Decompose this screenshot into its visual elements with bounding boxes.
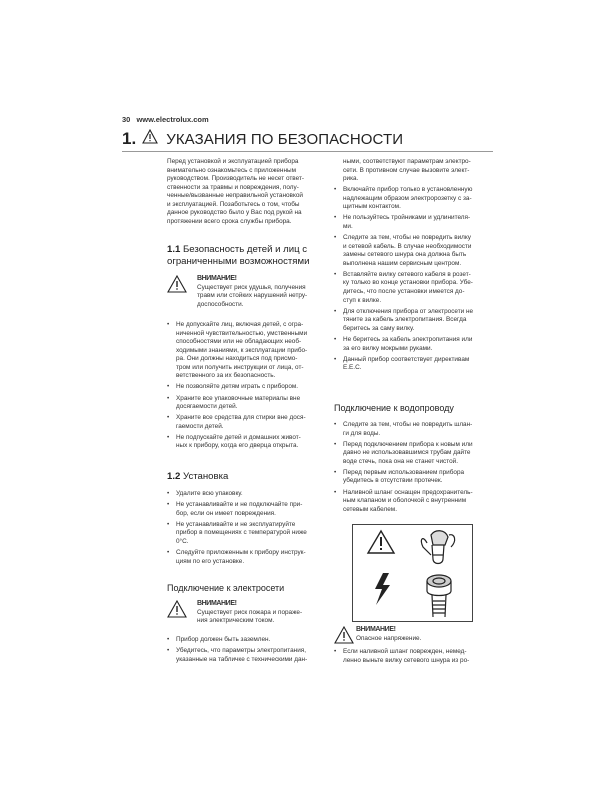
warning-label: ВНИМАНИЕ! xyxy=(197,600,237,607)
water-hose-icon xyxy=(421,531,454,617)
text-line: воде стечь, пока она не станет чистой. xyxy=(343,457,458,465)
text-line: прибор в помещениях с температурой ниже xyxy=(176,529,307,537)
text-line: ными, соответствуют параметрам электро- xyxy=(343,158,471,165)
text-line: • Прибор должен быть заземлен. xyxy=(176,636,271,643)
hose-damage-list xyxy=(334,648,494,668)
text-line: ниченной чувствительностью, умственными xyxy=(176,329,308,337)
text-line: и сетевой кабель. В случае необходимости xyxy=(343,242,472,250)
text-line: надлежащим образом электророзетку с за- xyxy=(343,194,472,202)
text-line: • Данный прибор соответствует директивам xyxy=(343,355,470,363)
list-item xyxy=(334,186,494,212)
text-line: протяжении всего срока службы прибора. xyxy=(167,217,292,225)
text-line: • Удалите всю упаковку. xyxy=(176,490,243,497)
text-line: • Убедитесь, что параметры электропитания, xyxy=(176,647,307,655)
text-line: сетевым кабелем. xyxy=(343,505,397,513)
text-line: • Наливной шланг оснащен предохранитель- xyxy=(343,488,473,496)
section-number: 1. xyxy=(122,129,137,148)
website-url[interactable]: www.electrolux.com xyxy=(136,115,209,124)
warning-triangle-icon xyxy=(368,531,394,553)
list-item xyxy=(167,490,330,499)
list-item xyxy=(334,441,494,467)
text-line: • Не допускайте лиц, включая детей, с огра- xyxy=(176,321,304,328)
text-line: давно не использовавшимся трубам дайте xyxy=(343,449,471,457)
text-line: ограниченными возможностями xyxy=(167,255,310,267)
intro-paragraph xyxy=(167,158,330,226)
page-header xyxy=(122,115,209,124)
text-line: досягаемости детей. xyxy=(176,403,238,411)
warning-block-suffocation xyxy=(167,275,330,309)
electric-list-continued xyxy=(334,158,494,375)
list-item xyxy=(167,549,330,566)
text-line: • Не беритесь за кабель электропитания или xyxy=(343,335,473,343)
text-line: за его вилку мокрыми руками. xyxy=(343,344,433,352)
text-line: Существует риск пожара и пораже- xyxy=(197,608,303,616)
warning-triangle-icon xyxy=(167,275,187,297)
inlet-hose-figure xyxy=(352,524,473,622)
text-line: доспособности. xyxy=(197,300,244,308)
text-line: внимательно ознакомьтесь с приложенным xyxy=(167,166,296,174)
text-line: • Перед первым использованием прибора xyxy=(343,468,465,476)
text-line: способностями или не обладающих необ- xyxy=(176,338,302,346)
list-item xyxy=(334,308,494,334)
text-line: руководством. Производитель не несет ответ- xyxy=(167,175,305,183)
list-item xyxy=(167,521,330,547)
text-line: ленно выньте вилку сетевого шнура из ро- xyxy=(343,656,470,664)
list-item xyxy=(334,336,494,353)
children-safety-list xyxy=(167,321,330,454)
list-item xyxy=(334,421,494,438)
list-item xyxy=(334,489,494,515)
text-line: выполнена нашим сервисным центром. xyxy=(343,259,462,267)
warning-label: ВНИМАНИЕ! xyxy=(356,626,396,633)
text-line: • Не позволяйте детям играть с прибором. xyxy=(176,383,299,391)
text-line: и эксплуатацией. Позаботьтесь о том, чтобы xyxy=(167,200,300,208)
text-line: дитесь, что после установки имеется до- xyxy=(343,288,465,296)
list-item xyxy=(334,214,494,231)
warning-block-voltage xyxy=(334,626,494,648)
text-line: • Не устанавливайте и не подключайте при- xyxy=(176,501,303,509)
text-line: 1.1 xyxy=(167,244,181,255)
text-line: ра. Они должны находиться под присмо- xyxy=(176,355,298,363)
text-line: E.E.C. xyxy=(343,364,362,372)
text-line: • Храните все упаковочные материалы вне xyxy=(176,394,301,402)
page-number: 30 xyxy=(122,115,131,124)
text-line: ния электрическим током. xyxy=(197,617,275,625)
text-line: Подключение к электросети xyxy=(167,583,285,593)
heading-divider xyxy=(122,151,493,152)
text-line: ветственного за их безопасность. xyxy=(176,372,276,380)
text-line: указанные на табличке с техническими дан- xyxy=(176,655,308,663)
text-line: Установка xyxy=(183,471,229,482)
list-item xyxy=(167,395,330,412)
text-line: ходимыми знаниями, к эксплуатации прибо- xyxy=(176,346,308,354)
subsection-1-1-heading xyxy=(167,244,330,267)
text-line: убедитесь в отсутствии протечек. xyxy=(343,477,443,485)
subsection-1-2-heading xyxy=(167,471,330,483)
list-item xyxy=(167,321,330,381)
text-line: Подключение к водопроводу xyxy=(334,403,454,413)
text-line: • Перед подключением прибора к новым или xyxy=(343,440,473,448)
text-line: ми. xyxy=(343,223,353,231)
text-line: • Вставляйте вилку сетевого кабеля в розет- xyxy=(343,270,471,278)
text-line: ным клапаном и оболочкой с внутренним xyxy=(343,497,467,505)
text-line: Опасное напряжение. xyxy=(356,634,422,642)
installation-list xyxy=(167,490,330,569)
list-item xyxy=(167,414,330,431)
section-title: УКАЗАНИЯ ПО БЕЗОПАСНОСТИ xyxy=(166,130,404,148)
text-line: 0°C. xyxy=(176,537,189,545)
water-list xyxy=(334,421,494,517)
warning-label: ВНИМАНИЕ! xyxy=(197,275,237,282)
text-line: • Не устанавливайте и не эксплуатируйте xyxy=(176,520,296,528)
text-line: тром или получить инструкции от лица, от- xyxy=(176,363,304,371)
text-line: ченные/вызванные неправильной установкой xyxy=(167,192,303,200)
warning-triangle-icon xyxy=(142,129,158,149)
list-item xyxy=(167,501,330,518)
text-line: циям по его установке. xyxy=(176,557,245,565)
text-line: щитным контактом. xyxy=(343,203,401,211)
list-item xyxy=(167,636,330,645)
text-line: • Храните все средства для стирки вне дося- xyxy=(176,414,306,422)
text-line: • Следите за тем, чтобы не повредить вилку xyxy=(343,234,471,242)
text-line: рика. xyxy=(343,175,359,183)
high-voltage-icon xyxy=(375,573,390,605)
text-line: • Не пользуйтесь тройниками и удлинителя- xyxy=(343,214,471,222)
warning-block-fire xyxy=(167,600,330,626)
list-item xyxy=(334,271,494,305)
text-line: • Не подпускайте детей и домашних живот- xyxy=(176,433,301,441)
text-line: тяните за кабель электропитания. Всегда xyxy=(343,316,467,324)
text-line: 1.2 xyxy=(167,471,181,482)
list-item xyxy=(167,434,330,451)
text-line: беритесь за саму вилку. xyxy=(343,324,415,332)
electric-connection-heading xyxy=(167,583,330,593)
text-line: ственности за травмы и повреждения, полу- xyxy=(167,183,299,191)
text-line: • Следите за тем, чтобы не повредить шлан- xyxy=(343,421,473,428)
text-line: Безопасность детей и лиц с xyxy=(183,244,308,255)
list-item xyxy=(334,469,494,486)
text-line: Перед установкой и эксплуатацией прибора xyxy=(167,158,299,165)
text-line: ных к прибору, когда его дверца открыта. xyxy=(176,442,299,450)
water-connection-heading xyxy=(334,403,494,413)
text-line: ку только во конце установки прибора. Убе- xyxy=(343,279,473,287)
text-line: замены сетевого шнура она должна быть xyxy=(343,251,467,259)
electric-list xyxy=(167,636,330,667)
list-item xyxy=(334,648,494,665)
text-line: • Для отключения прибора от электросети не xyxy=(343,307,474,315)
list-item xyxy=(334,356,494,373)
warning-triangle-icon xyxy=(334,626,354,648)
text-line: сети. В противном случае вызовите элект- xyxy=(343,166,470,174)
warning-triangle-icon xyxy=(167,600,187,622)
list-item xyxy=(334,234,494,268)
text-line: ги для воды. xyxy=(343,429,381,437)
text-line: данное руководство было у Вас под рукой на xyxy=(167,209,302,217)
list-item xyxy=(167,647,330,664)
text-line: ступ к вилке. xyxy=(343,296,382,304)
text-line: травм или стойких нарушений нетру- xyxy=(197,292,308,300)
list-item xyxy=(167,383,330,392)
text-line: • Следуйте приложенным к прибору инструк- xyxy=(176,549,306,557)
text-line: гаемости детей. xyxy=(176,422,224,430)
text-line: • Если наливной шланг поврежден, немед- xyxy=(343,648,467,655)
section-heading xyxy=(122,128,403,150)
text-line: бор, если он имеет повреждения. xyxy=(176,509,276,517)
text-line: Существует риск удушья, получения xyxy=(197,283,306,291)
list-item-continued xyxy=(334,158,494,184)
text-line: • Включайте прибор только в установленную xyxy=(343,186,473,194)
